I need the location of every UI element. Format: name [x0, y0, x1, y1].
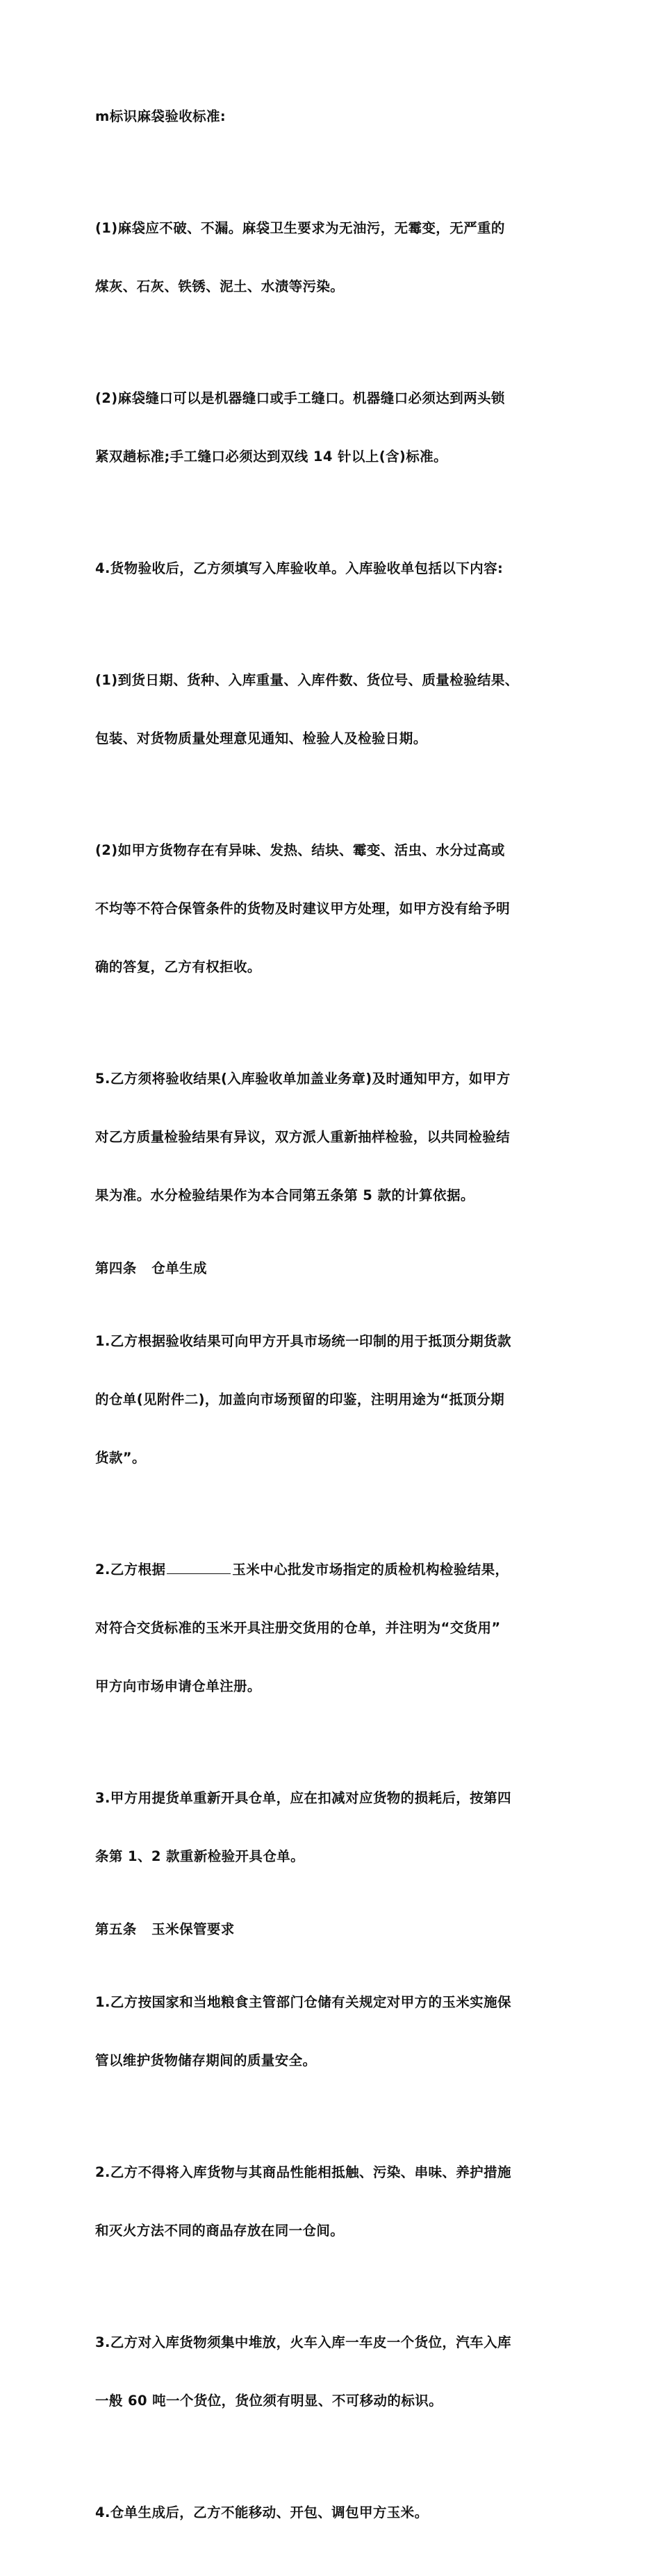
section-heading-article-5: 第五条 玉米保管要求 — [95, 1921, 235, 1937]
paragraph-delivery-receipt: 2.乙方根据 玉米中心批发市场指定的质检机构检验结果， 对符合交货标准的玉米开具注册交货用的仓单，并注明为“交货用” 甲方向市场申请仓单注册。 — [95, 1562, 509, 1694]
document-page — [95, 68, 575, 2576]
paragraph-form-contents: (1)到货日期、货种、入库重量、入库件数、货位号、质量检验结果、 包装、对货物质量处理意见通知、检验人及检验日期。 — [95, 672, 519, 746]
paragraph-reject-conditions: (2)如甲方货物存在有异味、发热、结块、霉变、活虫、水分过高或 不均等不符合保管条件的货物及时建议甲方处理，如甲方没有给予明 确的答复，乙方有权拒收。 — [95, 842, 511, 975]
paragraph-notify-results: 5.乙方须将验收结果(入库验收单加盖业务章)及时通知甲方，如甲方 对乙方质量检验结果有异议，双方派人重新抽样检验，以共同检验结 果为准。水分检验结果作为本合同第五条第 5 款的计算依据。 — [95, 1071, 511, 1203]
paragraph-storage-regulations: 1.乙方按国家和当地粮食主管部门仓储有关规定对甲方的玉米实施保 管以维护货物储存期间的质量安全。 — [95, 1994, 511, 2068]
paragraph-reissue-receipt: 3.甲方用提货单重新开具仓单，应在扣减对应货物的损耗后，按第四 条第 1、2 款重新检验开具仓单。 — [95, 1790, 511, 1864]
paragraph-acceptance-form: 4.货物验收后，乙方须填写入库验收单。入库验收单包括以下内容: — [95, 560, 504, 576]
paragraph-bag-hygiene: (1)麻袋应不破、不漏。麻袋卫生要求为无油污，无霉变，无严重的 煤灰、石灰、铁锈、泥土、水渍等污染。 — [95, 220, 505, 294]
paragraph-separate-storage: 2.乙方不得将入库货物与其商品性能相抵触、污染、串味、养护措施 和灭火方法不同的商品存放在同一仓间。 — [95, 2164, 511, 2239]
paragraph-warehouse-receipt: 1.乙方根据验收结果可向甲方开具市场统一印制的用于抵顶分期货款 的仓单(见附件二)，加盖向市场预留的印鉴，注明用途为“抵顶分期 货款”。 — [95, 1333, 511, 1466]
paragraph-bag-seam: (2)麻袋缝口可以是机器缝口或手工缝口。机器缝口必须达到两头锁 紧双趟标准;手工缝口必须达到双线 14 针以上(含)标准。 — [95, 390, 505, 465]
paragraph-bag-standard-title: m标识麻袋验收标准: — [95, 108, 226, 124]
fill-in-blank[interactable] — [167, 1561, 231, 1574]
paragraph-stacking: 3.乙方对入库货物须集中堆放，火车入库一车皮一个货位，汽车入库 一般 60 吨一个货位，货位须有明显、不可移动的标识。 — [95, 2334, 511, 2409]
paragraph-no-moving: 4.仓单生成后，乙方不能移动、开包、调包甲方玉米。 — [95, 2504, 429, 2520]
section-heading-article-4: 第四条 仓单生成 — [95, 1260, 207, 1276]
